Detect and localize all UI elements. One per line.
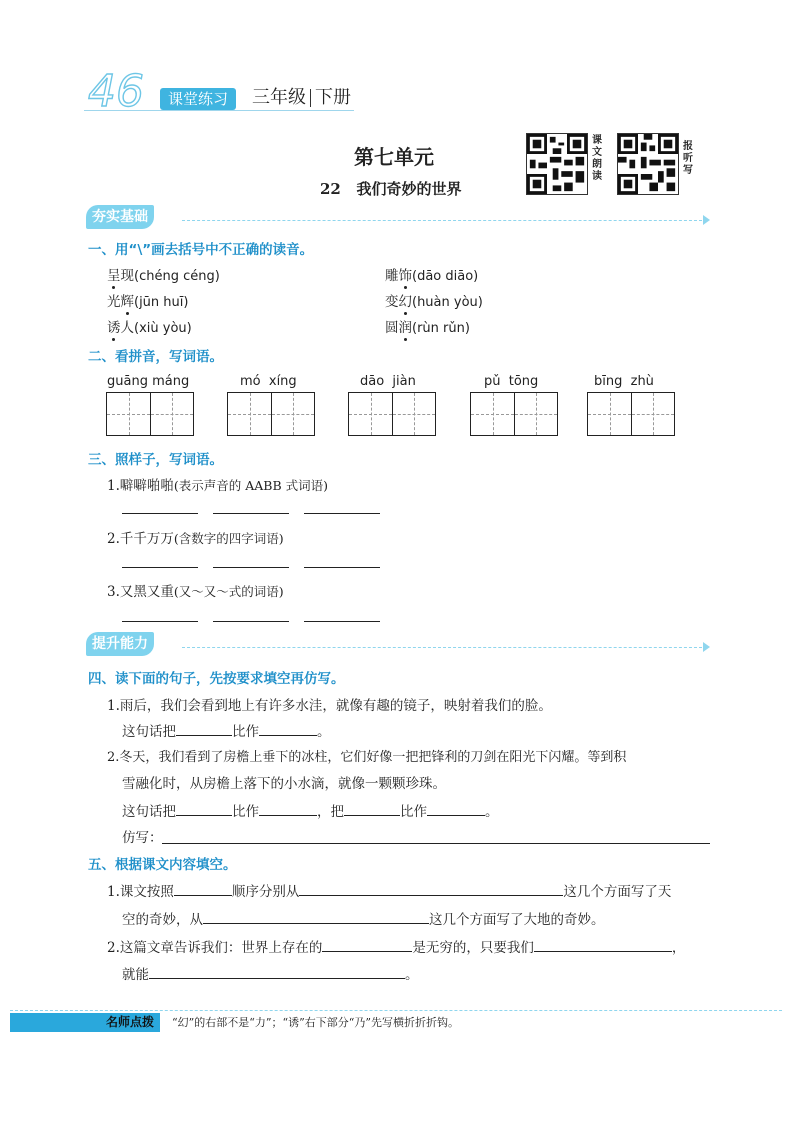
fill-text: 比作 [232, 804, 259, 820]
teacher-tip-text: “幻”的右部不是“力”；“诱”右下部分“乃”先写横折折折钩。 [172, 1016, 459, 1029]
dotted-char: 幻 [399, 290, 413, 310]
q2-pinyin-1: guāng máng [107, 374, 190, 389]
q5-line-1 [107, 880, 671, 900]
section-banner-basic [86, 205, 712, 229]
answer-blank[interactable] [176, 721, 232, 736]
qr-label-reading: 课文朗读 [592, 135, 602, 182]
q5-title: 五、根据课文内容填空。 [88, 857, 237, 873]
q4-imitate-label: 仿写： [122, 830, 163, 846]
fill-text: 2.这篇文章告诉我们：世界上存在的 [107, 940, 323, 956]
page-number: 46 [88, 66, 144, 117]
answer-blank[interactable] [534, 937, 672, 952]
answer-blank[interactable] [259, 721, 317, 736]
grid-cell[interactable] [631, 393, 674, 435]
answer-blank[interactable] [149, 964, 405, 979]
word-rest: 雕 [385, 268, 399, 284]
q3-item-2 [107, 527, 284, 547]
example-word: 噼噼啪啪 [119, 478, 174, 494]
lesson-title [320, 178, 462, 199]
header-rule [84, 110, 354, 111]
fill-text: 顺序分别从 [231, 884, 300, 900]
q4-title: 四、读下面的句子，先按要求填空再仿写。 [88, 671, 345, 687]
fill-text: 就能 [122, 967, 149, 983]
teacher-tip-label: 名师点拨 [105, 1015, 154, 1029]
grid-cell[interactable] [150, 393, 193, 435]
writing-grid-2[interactable] [227, 392, 315, 436]
word-rest: 人 [120, 320, 134, 336]
fill-text: 。 [485, 804, 499, 820]
q4-sentence-1: 1.雨后，我们会看到地上有许多水洼，就像有趣的镜子，映射着我们的脸。 [107, 698, 552, 714]
pinyin-options: (jūn huī) [134, 295, 189, 310]
qr-code-icon [618, 134, 678, 194]
dotted-char: 呈 [107, 264, 121, 284]
qr-code-dictation[interactable] [617, 133, 679, 195]
q2-title: 二、看拼音，写词语。 [88, 349, 223, 365]
answer-line[interactable] [122, 567, 198, 568]
answer-blank[interactable] [344, 801, 400, 816]
fill-text: 1.课文按照 [107, 884, 174, 900]
pinyin-options: (huàn yòu) [412, 295, 483, 310]
writing-grid-1[interactable] [106, 392, 194, 436]
grid-cell[interactable] [588, 393, 631, 435]
q2-pinyin-4: pǔ tōng [484, 374, 539, 389]
word-rest: 变 [385, 294, 399, 310]
q2-pinyin-3: dāo jiàn [360, 374, 416, 389]
answer-blank[interactable] [427, 801, 485, 816]
arrow-right-icon [703, 215, 710, 225]
answer-line[interactable] [213, 567, 289, 568]
word-rest: 圆 [385, 320, 399, 336]
q1-item-6 [385, 316, 470, 336]
pinyin-options: (rùn rǔn) [412, 321, 470, 336]
fill-text: ， [671, 940, 686, 956]
dotted-char: 润 [399, 316, 413, 336]
q5-line-2 [122, 908, 605, 928]
q1-item-5 [107, 316, 192, 336]
fill-text: 。 [405, 967, 419, 983]
dotted-char: 辉 [121, 290, 135, 310]
item-number: 3. [107, 584, 120, 600]
q3-item-3 [107, 580, 284, 600]
item-note: (又～又～式的词语) [173, 584, 284, 599]
q5-line-3 [107, 936, 685, 956]
fill-text: 是无穷的，只要我们 [412, 940, 534, 956]
grid-cell[interactable] [392, 393, 435, 435]
section-divider [182, 647, 702, 648]
fill-text: ，把 [317, 804, 344, 820]
answer-blank[interactable] [322, 937, 412, 952]
answer-line[interactable] [213, 621, 289, 622]
fill-text: 。 [317, 724, 331, 740]
qr-code-reading[interactable] [526, 133, 588, 195]
lesson-name: 我们奇妙的世界 [356, 180, 462, 198]
q4-sentence-2-line-2: 雪融化时，从房檐上落下的小水滴，就像一颗颗珍珠。 [122, 776, 446, 792]
fill-text: 比作 [400, 804, 427, 820]
volume-text: 下册 [315, 87, 351, 108]
teacher-tip-bar [10, 1010, 782, 1030]
example-word: 又黑又重 [119, 584, 174, 600]
writing-grid-3[interactable] [348, 392, 436, 436]
answer-blank[interactable] [203, 909, 429, 924]
writing-grid-4[interactable] [470, 392, 558, 436]
q1-item-3 [107, 290, 188, 310]
header-tag: 课堂练习 [160, 88, 236, 110]
pinyin-options: (xiù yòu) [134, 321, 192, 336]
word-rest: 光 [107, 294, 121, 310]
imitate-answer-line[interactable] [162, 843, 710, 844]
q1-item-2 [385, 264, 478, 284]
section-divider [182, 220, 702, 221]
q4-sentence-2-line-1: 2.冬天，我们看到了房檐上垂下的冰柱，它们好像一把把锋利的刀剑在阳光下闪耀。等到积 [107, 750, 627, 765]
section-banner-advanced [86, 632, 712, 656]
grid-cell[interactable] [514, 393, 557, 435]
q3-title: 三、照样子，写词语。 [88, 452, 223, 468]
answer-blank[interactable] [299, 881, 563, 896]
grid-cell[interactable] [349, 393, 392, 435]
answer-line[interactable] [213, 513, 289, 514]
q3-item-1 [107, 474, 328, 494]
q2-pinyin-2: mó xíng [240, 374, 297, 389]
writing-grid-5[interactable] [587, 392, 675, 436]
pinyin-options: (dāo diāo) [412, 269, 479, 284]
grid-cell[interactable] [471, 393, 514, 435]
answer-line[interactable] [122, 621, 198, 622]
example-word: 千千万万 [119, 531, 174, 547]
grade-text: 三年级 [252, 87, 306, 108]
arrow-right-icon [703, 642, 710, 652]
qr-code-icon [527, 134, 587, 194]
q4-fill-2 [122, 800, 499, 820]
fill-text: 空的奇妙，从 [122, 912, 203, 928]
header-grade [252, 86, 351, 110]
word-rest: 现 [120, 268, 134, 284]
grid-cell[interactable] [228, 393, 271, 435]
dotted-char: 诱 [107, 316, 121, 336]
q4-fill-1 [122, 720, 331, 740]
fill-text: 这几个方面写了天 [563, 884, 672, 900]
answer-blank[interactable] [174, 881, 232, 896]
q2-pinyin-5: bīng zhù [594, 374, 654, 389]
q1-title: 一、用“\”画去括号中不正确的读音。 [88, 242, 314, 258]
teacher-tip-tag [10, 1013, 160, 1032]
answer-blank[interactable] [259, 801, 317, 816]
fill-text: 比作 [232, 724, 259, 740]
item-note: (含数字的四字词语) [173, 531, 284, 546]
lesson-number: 22 [320, 180, 341, 198]
q5-line-4 [122, 963, 419, 983]
item-note: (表示声音的 AABB 式词语) [173, 478, 329, 493]
qr-label-dictation: 报听写 [683, 141, 693, 176]
item-number: 1. [107, 478, 120, 494]
grid-cell[interactable] [107, 393, 150, 435]
header-separator [310, 89, 311, 107]
q1-item-1 [107, 264, 220, 284]
footer-divider [10, 1010, 782, 1011]
answer-line[interactable] [304, 567, 380, 568]
pinyin-options: (chéng céng) [134, 269, 220, 284]
item-number: 2. [107, 531, 120, 547]
fill-text: 这句话把 [122, 804, 176, 820]
fill-text: 这几个方面写了大地的奇妙。 [429, 912, 605, 928]
answer-line[interactable] [122, 513, 198, 514]
section-tag-basic: 夯实基础 [86, 205, 154, 229]
q1-item-4 [385, 290, 483, 310]
dotted-char: 饰 [399, 264, 413, 284]
answer-line[interactable] [304, 621, 380, 622]
answer-blank[interactable] [176, 801, 232, 816]
fill-text: 这句话把 [122, 724, 176, 740]
section-tag-advanced: 提升能力 [86, 632, 154, 656]
answer-line[interactable] [304, 513, 380, 514]
unit-title: 第七单元 [354, 145, 434, 169]
grid-cell[interactable] [271, 393, 314, 435]
